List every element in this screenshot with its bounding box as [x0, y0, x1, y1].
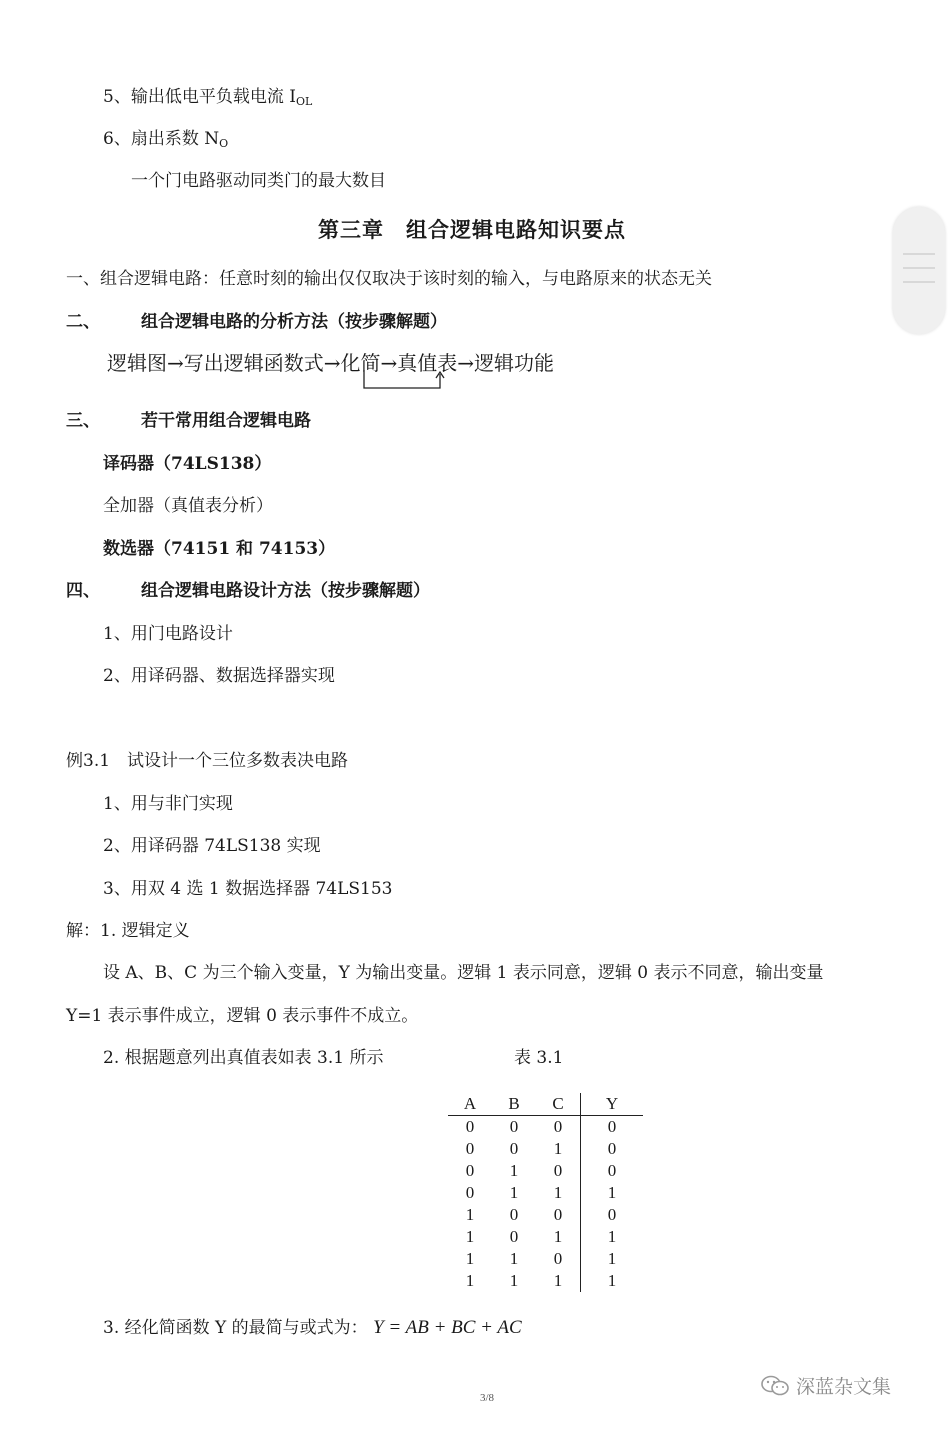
- table-header-b: B: [492, 1093, 536, 1116]
- table-cell: 1: [581, 1270, 644, 1292]
- table-cell: 1: [553, 1227, 563, 1246]
- table-header-a: A: [448, 1093, 492, 1116]
- design-item-2: 2、用译码器、数据选择器实现: [103, 666, 335, 686]
- section-4-heading: 组合逻辑电路设计方法（按步骤解题）: [141, 581, 430, 601]
- simplified-formula: Y = AB + BC + AC: [373, 1317, 522, 1338]
- design-item-1: 1、用门电路设计: [103, 624, 233, 644]
- table-cell: 1: [581, 1226, 644, 1248]
- item-6-desc: 一个门电路驱动同类门的最大数目: [131, 171, 386, 191]
- section-3-heading: 若干常用组合逻辑电路: [141, 411, 311, 431]
- table-cell: 1: [509, 1249, 519, 1268]
- table-row: [448, 1160, 643, 1182]
- flow-step-1: 逻辑图: [107, 351, 167, 375]
- table-cell: 1: [553, 1183, 563, 1202]
- example-req-1: 1、用与非门实现: [103, 794, 233, 814]
- table-row: [448, 1182, 643, 1204]
- table-cell: 0: [465, 1161, 475, 1180]
- flow-step-2: 写出逻辑函数式: [183, 351, 324, 375]
- section-3-num: 三、: [66, 411, 100, 431]
- decoder-item: 译码器（74LS138）: [103, 454, 272, 474]
- table-cell: 0: [553, 1117, 563, 1136]
- solution-para-1: 设 A、B、C 为三个输入变量，Y 为输出变量。逻辑 1 表示同意，逻辑 0 表示不同意，输出变量: [103, 963, 824, 983]
- table-cell: 1: [509, 1161, 519, 1180]
- arrow-right-icon: →: [323, 351, 341, 375]
- table-cell: 1: [553, 1271, 563, 1290]
- table-cell: 1: [465, 1205, 475, 1224]
- table-cell: 0: [465, 1183, 475, 1202]
- arrow-right-icon: →: [167, 351, 184, 375]
- grip-line: [903, 267, 935, 269]
- table-cell: 1: [509, 1183, 519, 1202]
- table-cell: 0: [581, 1160, 644, 1182]
- arrow-right-icon: →: [380, 351, 398, 375]
- mux-item: 数选器（74151 和 74153）: [103, 539, 336, 559]
- arrow-right-icon: →: [457, 351, 475, 375]
- table-cell: 0: [553, 1205, 563, 1224]
- scroll-handle[interactable]: [893, 207, 945, 334]
- table-row: [448, 1116, 643, 1139]
- analysis-flow: [107, 352, 554, 374]
- table-cell: 1: [553, 1139, 563, 1158]
- table-cell: 1: [465, 1227, 475, 1246]
- item-5: [103, 86, 312, 113]
- item-5-text: 5、输出低电平负载电流 I: [103, 87, 296, 107]
- item-6: [103, 128, 228, 155]
- grip-line: [903, 281, 935, 283]
- table-cell: 0: [553, 1249, 563, 1268]
- truth-table: [448, 1093, 643, 1292]
- solution-step-3: [103, 1317, 522, 1339]
- table-cell: 0: [509, 1205, 519, 1224]
- table-cell: 0: [465, 1139, 475, 1158]
- solution-step-2: 2. 根据题意列出真值表如表 3.1 所示: [103, 1048, 384, 1068]
- watermark: [760, 1372, 891, 1399]
- item-6-text: 6、扇出系数 N: [103, 129, 220, 149]
- watermark-text: 深蓝杂文集: [796, 1376, 892, 1398]
- table-header-c: C: [536, 1093, 581, 1116]
- table-cell: 1: [581, 1182, 644, 1204]
- flow-step-5: 逻辑功能: [474, 351, 555, 375]
- table-header-y: Y: [581, 1093, 644, 1116]
- table-cell: 0: [581, 1116, 644, 1139]
- section-2-heading: 组合逻辑电路的分析方法（按步骤解题）: [141, 312, 447, 332]
- flow-step-4: 真值表: [397, 351, 458, 375]
- grip-line: [903, 253, 935, 255]
- table-cell: 1: [465, 1249, 475, 1268]
- table-row: [448, 1270, 643, 1292]
- solution-step-1: 解：1. 逻辑定义: [66, 921, 190, 941]
- flow-step-3: 化简: [340, 351, 381, 375]
- wechat-icon: [760, 1374, 790, 1398]
- table-cell: 0: [581, 1138, 644, 1160]
- table-cell: 1: [509, 1271, 519, 1290]
- example-req-3: 3、用双 4 选 1 数据选择器 74LS153: [103, 879, 393, 899]
- section-2-num: 二、: [66, 312, 100, 332]
- example-title: 例3.1 试设计一个三位多数表决电路: [66, 751, 349, 771]
- table-row: [448, 1204, 643, 1226]
- solution-para-2: Y=1 表示事件成立，逻辑 0 表示事件不成立。: [66, 1006, 419, 1026]
- table-cell: 1: [465, 1271, 475, 1290]
- section-4-num: 四、: [66, 581, 100, 601]
- table-cell: 0: [581, 1204, 644, 1226]
- table-cell: 0: [509, 1227, 519, 1246]
- table-row: [448, 1248, 643, 1270]
- table-cell: 0: [465, 1117, 475, 1136]
- section-1: 一、组合逻辑电路：任意时刻的输出仅仅取决于该时刻的输入，与电路原来的状态无关: [66, 269, 712, 289]
- full-adder-item: 全加器（真值表分析）: [103, 496, 273, 516]
- page-number: 3/8: [480, 1392, 495, 1404]
- table-cell: 0: [509, 1117, 519, 1136]
- table-row: [448, 1138, 643, 1160]
- solution-step-3-text: 3. 经化简函数 Y 的最简与或式为：: [103, 1318, 368, 1338]
- table-caption: 表 3.1: [514, 1048, 564, 1068]
- chapter-title: 第三章 组合逻辑电路知识要点: [318, 217, 626, 242]
- table-row: [448, 1226, 643, 1248]
- example-req-2: 2、用译码器 74LS138 实现: [103, 836, 321, 856]
- item-6-sub: O: [219, 137, 229, 150]
- table-cell: 0: [509, 1139, 519, 1158]
- simplify-loop-connector: [360, 362, 450, 394]
- item-5-sub: OL: [295, 95, 313, 108]
- table-cell: 1: [581, 1248, 644, 1270]
- table-cell: 0: [553, 1161, 563, 1180]
